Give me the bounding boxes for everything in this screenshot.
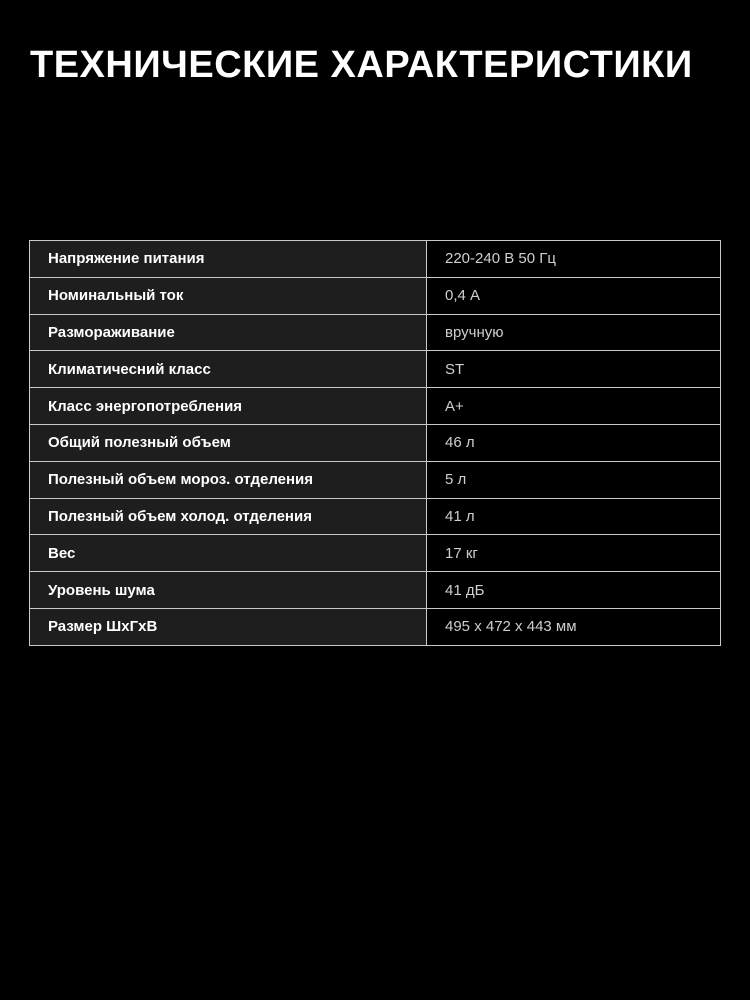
- table-row: [30, 424, 721, 461]
- page-title: ТЕХНИЧЕСКИЕ ХАРАКТЕРИСТИКИ: [30, 44, 693, 86]
- spec-label: Полезный объем мороз. отделения: [30, 461, 427, 498]
- table-row: [30, 461, 721, 498]
- table-row: [30, 241, 721, 278]
- table-row: [30, 535, 721, 572]
- spec-value: 495 х 472 х 443 мм: [427, 608, 721, 645]
- spec-value: 41 дБ: [427, 572, 721, 609]
- spec-value: 41 л: [427, 498, 721, 535]
- table-row: [30, 608, 721, 645]
- spec-label: Климатичесний класс: [30, 351, 427, 388]
- spec-label: Полезный объем холод. отделения: [30, 498, 427, 535]
- spec-label: Вес: [30, 535, 427, 572]
- spec-value: 46 л: [427, 424, 721, 461]
- spec-value: 17 кг: [427, 535, 721, 572]
- spec-value: А+: [427, 388, 721, 425]
- spec-label: Размер ШхГхВ: [30, 608, 427, 645]
- table-row: [30, 498, 721, 535]
- spec-label: Общий полезный объем: [30, 424, 427, 461]
- table-row: [30, 572, 721, 609]
- table-row: [30, 388, 721, 425]
- table-row: [30, 351, 721, 388]
- spec-value: 220-240 В 50 Гц: [427, 241, 721, 278]
- table-row: [30, 314, 721, 351]
- table-row: [30, 277, 721, 314]
- spec-label: Размораживание: [30, 314, 427, 351]
- spec-label: Напряжение питания: [30, 241, 427, 278]
- spec-label: Уровень шума: [30, 572, 427, 609]
- spec-value: 0,4 А: [427, 277, 721, 314]
- spec-value: 5 л: [427, 461, 721, 498]
- spec-label: Номинальный ток: [30, 277, 427, 314]
- specs-table: [29, 240, 721, 646]
- spec-value: ST: [427, 351, 721, 388]
- spec-label: Класс энергопотребления: [30, 388, 427, 425]
- spec-value: вручную: [427, 314, 721, 351]
